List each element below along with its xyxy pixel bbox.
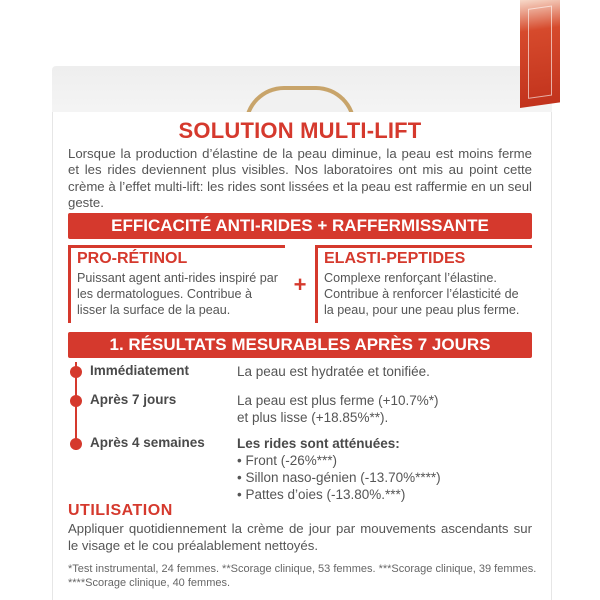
ingredient-description: Puissant agent anti-rides inspiré par les dermatologues. Contribue à lisser la surface de la peau. <box>77 271 278 317</box>
ingredient-pro-retinol <box>68 245 285 323</box>
timeline-dot-4-weeks <box>70 438 82 450</box>
ingredient-elasti-peptides <box>315 245 532 323</box>
result-text-7-days-line1: La peau est plus ferme (+10.7%*) <box>237 393 439 408</box>
footnote: *Test instrumental, 24 femmes. **Scorage clinique, 53 femmes. ***Scorage clinique, 39 femmes. ****Scorage clinique, 40 femmes. <box>68 563 537 589</box>
plus-sign: + <box>293 272 307 297</box>
red-side-strip <box>520 0 560 108</box>
result-text-immediate: La peau est hydratée et tonifiée. <box>237 364 430 379</box>
ingredient-description: Complexe renforçant l’élastine. Contribue à renforcer l’élasticité de la peau, pour une peau plus ferme. <box>324 271 520 317</box>
result-label-4-weeks: Après 4 semaines <box>90 435 205 450</box>
utilisation-text: Appliquer quotidiennement la crème de jour par mouvements ascendants sur le visage et le cou préalablement nettoyés. <box>68 521 532 553</box>
side-strip-print <box>528 6 552 99</box>
result-heading-4-weeks: Les rides sont atténuées: <box>237 436 400 451</box>
result-label-immediate: Immédiatement <box>90 363 190 378</box>
result-bullet: • Sillon naso-génien (-13.70%****) <box>237 470 441 485</box>
intro-paragraph: Lorsque la production d’élastine de la peau diminue, la peau est moins ferme et les rides deviennent plus visibles. Nos laboratoires ont mis au point cette crème à l’effet multi-lift: les rides sont lissées et la peau est raffermie en un seul geste. <box>68 146 532 211</box>
result-bullet: • Front (-26%***) <box>237 453 338 468</box>
timeline-dot-immediate <box>70 366 82 378</box>
results-band: 1. RÉSULTATS MESURABLES APRÈS 7 JOURS <box>68 332 532 358</box>
result-bullet: • Pattes d’oies (-13.80%.***) <box>237 487 406 502</box>
ingredient-title: PRO-RÉTINOL <box>77 250 188 267</box>
efficacy-band: EFFICACITÉ ANTI-RIDES + RAFFERMISSANTE <box>68 213 532 239</box>
ingredient-title: ELASTI-PEPTIDES <box>324 250 466 267</box>
page-title: SOLUTION MULTI-LIFT <box>178 118 422 143</box>
result-label-7-days: Après 7 jours <box>90 392 177 407</box>
timeline-dot-7-days <box>70 395 82 407</box>
result-text-7-days-line2: et plus lisse (+18.85%**). <box>237 410 389 425</box>
utilisation-title: UTILISATION <box>68 502 173 519</box>
